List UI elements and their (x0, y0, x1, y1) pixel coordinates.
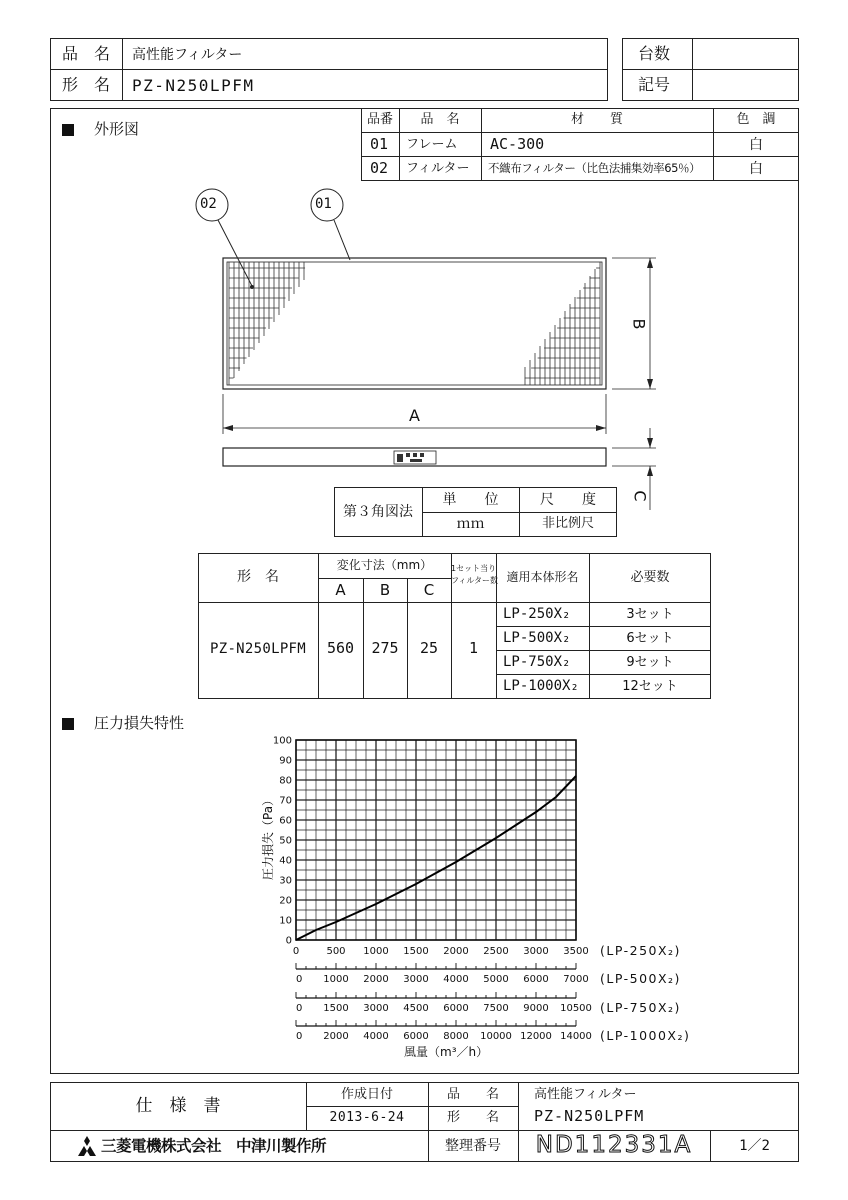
y-tick-label: 70 (279, 795, 292, 807)
symbol-label: 記号 (638, 75, 671, 94)
x-tick-label: 2000 (323, 1031, 349, 1042)
qty-label: 台数 (638, 44, 671, 63)
outline-section-title: 外形図 (94, 120, 140, 138)
footer-name-value: 高性能フィルター (534, 1087, 637, 1102)
y-tick-label: 90 (279, 755, 292, 767)
spec-header-dims: 変化寸法（mm） (336, 558, 433, 572)
x-tick-label: 2000 (363, 974, 389, 985)
spec-qty-row2: 6セット (626, 631, 674, 646)
spec-header-model: 形 名 (237, 569, 279, 585)
date-label: 作成日付 (340, 1087, 393, 1102)
spec-header-required: 必要数 (630, 570, 670, 585)
company-name: 三菱電機株式会社 中津川製作所 (101, 1137, 327, 1155)
x-tick-label: 3000 (403, 974, 429, 985)
spec-header-c: C (423, 581, 435, 599)
footer-model-label: 形 名 (446, 1110, 499, 1125)
doc-title: 仕 様 書 (135, 1096, 221, 1116)
x-tick-label: 7500 (483, 1003, 509, 1014)
chart-xlabel: 風量（m³／h） (404, 1045, 489, 1059)
x-tick-label: 1000 (363, 946, 389, 957)
spec-unit-row1: LP-250X₂ (503, 606, 571, 622)
dim-c-label: C (630, 490, 650, 502)
x-axis-series-label: (LP-500X₂) (600, 971, 681, 986)
spec-b: 275 (371, 639, 399, 657)
parts-header-color: 色 調 (736, 112, 776, 127)
y-tick-label: 10 (279, 915, 292, 927)
parts-row1-no: 01 (370, 135, 389, 153)
unit-label: 単 位 (442, 492, 499, 508)
pressure-section-title: 圧力損失特性 (94, 714, 185, 732)
model-value: PZ-N250LPFM (132, 76, 255, 95)
x-tick-label: 10500 (560, 1003, 592, 1014)
y-tick-label: 100 (272, 735, 292, 747)
divider (50, 1130, 428, 1131)
projection-method: 第３角図法 (343, 504, 413, 520)
scale-value: 非比例尺 (541, 516, 594, 531)
parts-header-no: 品番 (366, 112, 393, 127)
spec-unit-row3: LP-750X₂ (503, 654, 571, 670)
spec-unit-row2: LP-500X₂ (503, 630, 571, 646)
x-tick-label: 1000 (323, 974, 349, 985)
x-tick-label: 2500 (483, 946, 509, 957)
x-tick-label: 3000 (523, 946, 549, 957)
y-tick-label: 60 (279, 815, 292, 827)
parts-row1-material: AC-300 (490, 135, 545, 153)
parts-row2-color: 白 (749, 161, 763, 177)
footer-model-value: PZ-N250LPFM (534, 1107, 645, 1125)
x-tick-label: 10000 (480, 1031, 512, 1042)
model-label: 形 名 (62, 75, 111, 94)
spec-header-filters-1: 1セット当り (451, 564, 497, 573)
spec-header-b: B (379, 581, 391, 599)
spec-model: PZ-N250LPFM (209, 641, 307, 657)
x-tick-label: 4000 (443, 974, 469, 985)
spec-unit-row4: LP-1000X₂ (503, 678, 579, 694)
spec-a: 560 (326, 639, 355, 657)
x-axis-series-label: (LP-1000X₂) (600, 1028, 691, 1043)
callout-01-label: 01 (315, 196, 332, 212)
parts-header-name: 品 名 (420, 112, 460, 127)
spec-header-filters-2: フィルター数 (451, 576, 499, 585)
dim-b-label: B (629, 318, 649, 330)
parts-row2-no: 02 (370, 159, 389, 177)
x-tick-label: 9000 (523, 1003, 549, 1014)
parts-row1-color: 白 (749, 137, 763, 153)
footer-name-label: 品 名 (446, 1087, 499, 1102)
spec-filters: 1 (468, 639, 479, 657)
scale-label: 尺 度 (540, 492, 596, 508)
y-tick-label: 0 (285, 935, 292, 947)
y-tick-label: 50 (279, 835, 292, 847)
y-tick-label: 80 (279, 775, 292, 787)
divider (306, 1106, 428, 1107)
mitsubishi-logo (76, 1136, 98, 1156)
spec-c: 25 (419, 639, 439, 657)
x-tick-label: 0 (292, 946, 300, 957)
chart-ylabel: 圧力損失（Pa） (261, 793, 275, 880)
divider (428, 1106, 518, 1107)
spec-header-unit-model: 適用本体形名 (506, 570, 579, 584)
x-tick-label: 8000 (443, 1031, 469, 1042)
x-tick-label: 6000 (403, 1031, 429, 1042)
product-name-value: 高性能フィルター (132, 47, 243, 63)
x-tick-label: 6000 (443, 1003, 469, 1014)
x-tick-label: 6000 (523, 974, 549, 985)
x-tick-label: 4000 (363, 1031, 389, 1042)
x-tick-label: 1500 (323, 1003, 349, 1014)
x-tick-label: 2000 (443, 946, 469, 957)
x-tick-label: 1500 (403, 946, 429, 957)
spec-qty-row1: 3セット (626, 607, 674, 622)
y-tick-label: 30 (279, 875, 292, 887)
unit-value: ｍｍ (456, 516, 485, 532)
x-tick-label: 0 (296, 1031, 303, 1042)
callout-02-label: 02 (200, 196, 217, 212)
page-number: 1／2 (739, 1138, 770, 1154)
x-tick-label: 14000 (560, 1031, 592, 1042)
x-tick-label: 3500 (563, 946, 589, 957)
dim-a-label: A (409, 406, 420, 425)
spec-header-a: A (335, 581, 346, 599)
product-name-label: 品 名 (62, 44, 111, 63)
parts-header-material: 材 質 (570, 112, 623, 127)
spec-qty-row4: 12セット (622, 679, 678, 694)
x-tick-label: 7000 (563, 974, 589, 985)
parts-row2-name: フィルター (406, 161, 470, 176)
y-tick-label: 40 (279, 855, 292, 867)
x-tick-label: 5000 (483, 974, 509, 985)
y-tick-label: 20 (279, 895, 292, 907)
x-tick-label: 4500 (403, 1003, 429, 1014)
divider (428, 1130, 799, 1131)
date-value: 2013-6-24 (329, 1110, 405, 1125)
docno-label: 整理番号 (445, 1138, 501, 1154)
x-tick-label: 3000 (363, 1003, 389, 1014)
x-axis-series-label: (LP-250X₂) (600, 943, 681, 958)
x-tick-label: 0 (296, 974, 303, 985)
x-axis-series-label: (LP-750X₂) (600, 1000, 681, 1015)
x-tick-label: 500 (326, 946, 346, 957)
parts-row1-name: フレーム (406, 137, 458, 152)
docno-value: ND112331A (535, 1132, 693, 1158)
x-tick-label: 0 (296, 1003, 303, 1014)
parts-row2-material: 不織布フィルター（比色法捕集効率65％） (488, 161, 701, 175)
x-tick-label: 12000 (520, 1031, 552, 1042)
spec-qty-row3: 9セット (626, 655, 674, 670)
